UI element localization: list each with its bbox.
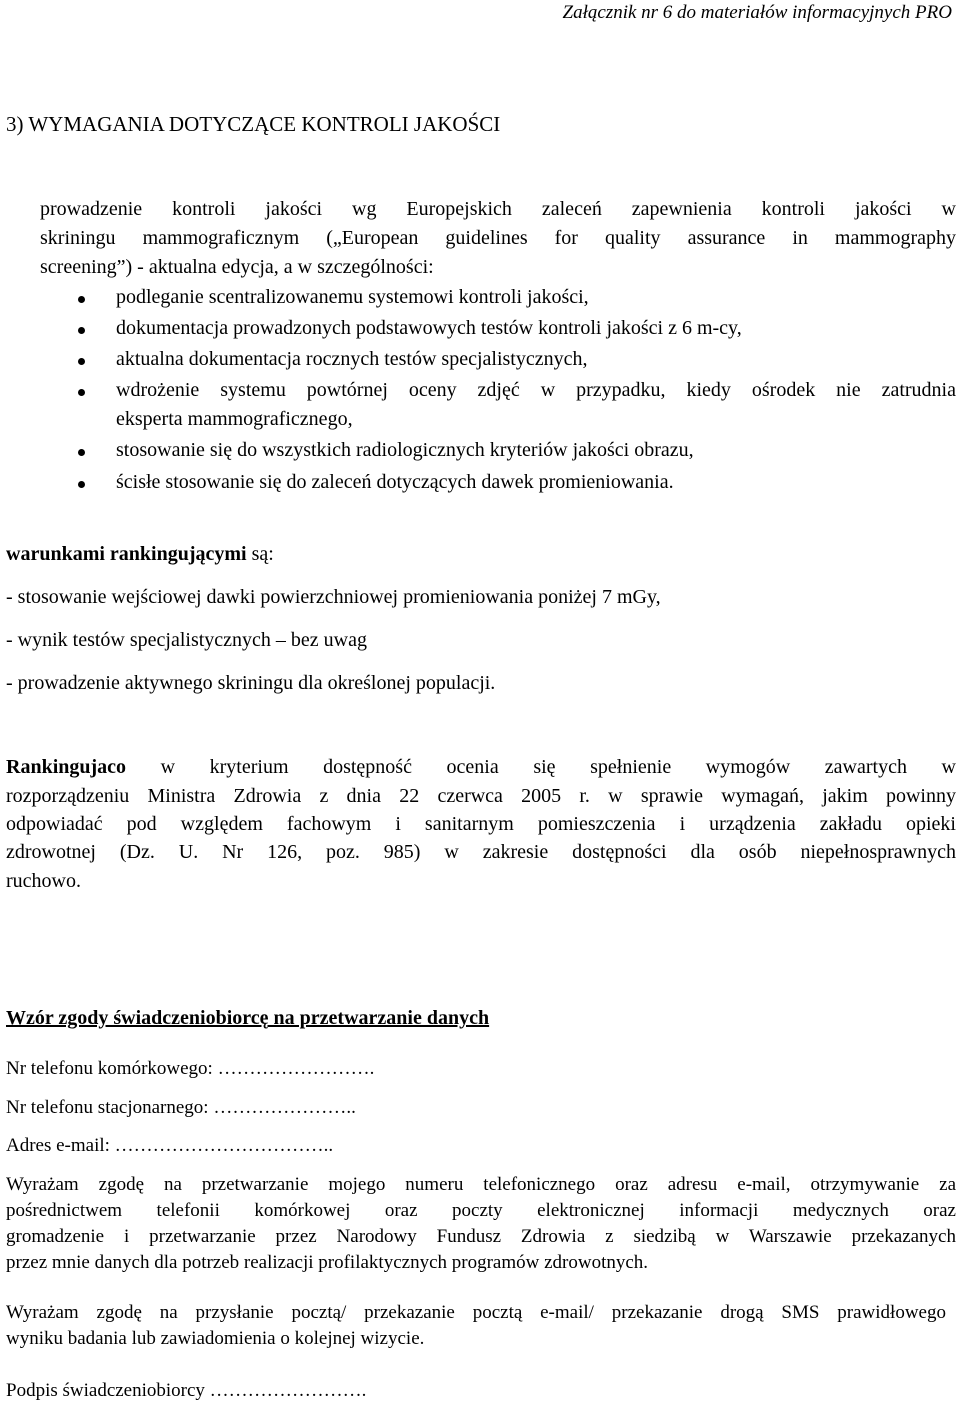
ranking-heading-rest: są: bbox=[246, 543, 274, 565]
bullet-dot bbox=[78, 296, 85, 303]
bullet-item-continuation: eksperta mammograficznego, bbox=[116, 408, 353, 430]
bullet-dot bbox=[78, 389, 85, 396]
access-bold: Rankingujaco bbox=[6, 756, 127, 778]
mobile-phone-field: Nr telefonu komórkowego: ……………………. bbox=[6, 1058, 375, 1079]
ranking-heading-bold: warunkami rankingującymi bbox=[6, 543, 247, 565]
bullet-item: aktualna dokumentacja rocznych testów specjalistycznych, bbox=[116, 348, 588, 370]
consent-para1-line: gromadzenie i przetwarzanie przez Narodowy Fundusz Zdrowia z siedzibą w Warszawie przekazanych bbox=[6, 1226, 956, 1247]
access-line-1-rest: w kryterium dostępność ocenia się spełnienie wymogów zawartych w bbox=[126, 756, 956, 778]
bullet-item: dokumentacja prowadzonych podstawowych testów kontroli jakości z 6 m-cy, bbox=[116, 317, 742, 339]
ranking-item: - prowadzenie aktywnego skriningu dla określonej populacji. bbox=[6, 672, 496, 694]
intro-line-3: screening”) - aktualna edycja, a w szczególności: bbox=[40, 256, 434, 278]
bullet-item: wdrożenie systemu powtórnej oceny zdjęć w przypadku, kiedy ośrodek nie zatrudnia bbox=[116, 379, 956, 401]
intro-line-2: skriningu mammograficznym („European guidelines for quality assurance in mammography bbox=[40, 227, 956, 249]
consent-para2-line: wyniku badania lub zawiadomienia o kolejnej wizycie. bbox=[6, 1328, 425, 1349]
bullet-item: podleganie scentralizowanemu systemowi kontroli jakości, bbox=[116, 286, 589, 308]
consent-para2-line: Wyrażam zgodę na przysłanie pocztą/ przekazanie pocztą e-mail/ przekazanie drogą SMS prawidłowego bbox=[6, 1302, 946, 1323]
page-header: Załącznik nr 6 do materiałów informacyjnych PRO bbox=[562, 2, 952, 23]
consent-title: Wzór zgody świadczeniobiorcę na przetwarzanie danych bbox=[6, 1007, 490, 1029]
access-line-2: rozporządzeniu Ministra Zdrowia z dnia 22 czerwca 2005 r. w sprawie wymagań, jakim powinny bbox=[6, 785, 956, 807]
consent-para1-line: Wyrażam zgodę na przetwarzanie mojego numeru telefonicznego oraz adresu e-mail, otrzymywanie za bbox=[6, 1174, 956, 1195]
access-line-4: zdrowotnej (Dz. U. Nr 126, poz. 985) w zakresie dostępności dla osób niepełnosprawnych bbox=[6, 841, 956, 863]
landline-phone-field: Nr telefonu stacjonarnego: ………………….. bbox=[6, 1097, 356, 1118]
bullet-dot bbox=[78, 358, 85, 365]
bullet-dot bbox=[78, 449, 85, 456]
bullet-dot bbox=[78, 481, 85, 488]
access-line-1 bbox=[6, 756, 956, 779]
access-line-3: odpowiadać pod względem fachowym i sanitarnym pomieszczenia i urządzenia zakładu opieki bbox=[6, 813, 956, 835]
bullet-item: stosowanie się do wszystkich radiologicznych kryteriów jakości obrazu, bbox=[116, 439, 694, 461]
access-line-5: ruchowo. bbox=[6, 870, 81, 892]
ranking-heading bbox=[6, 543, 274, 566]
email-field: Adres e-mail: …………………………….. bbox=[6, 1135, 334, 1156]
bullet-item: ścisłe stosowanie się do zaleceń dotyczących dawek promieniowania. bbox=[116, 471, 674, 493]
ranking-item: - wynik testów specjalistycznych – bez uwag bbox=[6, 629, 368, 651]
ranking-item: - stosowanie wejściowej dawki powierzchniowej promieniowania poniżej 7 mGy, bbox=[6, 586, 661, 608]
intro-line-1: prowadzenie kontroli jakości wg Europejskich zaleceń zapewnienia kontroli jakości w bbox=[40, 198, 956, 220]
consent-para1-line: pośrednictwem telefonii komórkowej oraz poczty elektronicznej informacji medycznych oraz bbox=[6, 1200, 956, 1221]
section-title: 3) WYMAGANIA DOTYCZĄCE KONTROLI JAKOŚCI bbox=[6, 112, 501, 136]
signature-line: Podpis świadczeniobiorcy ……………………. bbox=[6, 1380, 367, 1401]
consent-para1-line: przez mnie danych dla potrzeb realizacji profilaktycznych programów zdrowotnych. bbox=[6, 1252, 649, 1273]
bullet-dot bbox=[78, 327, 85, 334]
